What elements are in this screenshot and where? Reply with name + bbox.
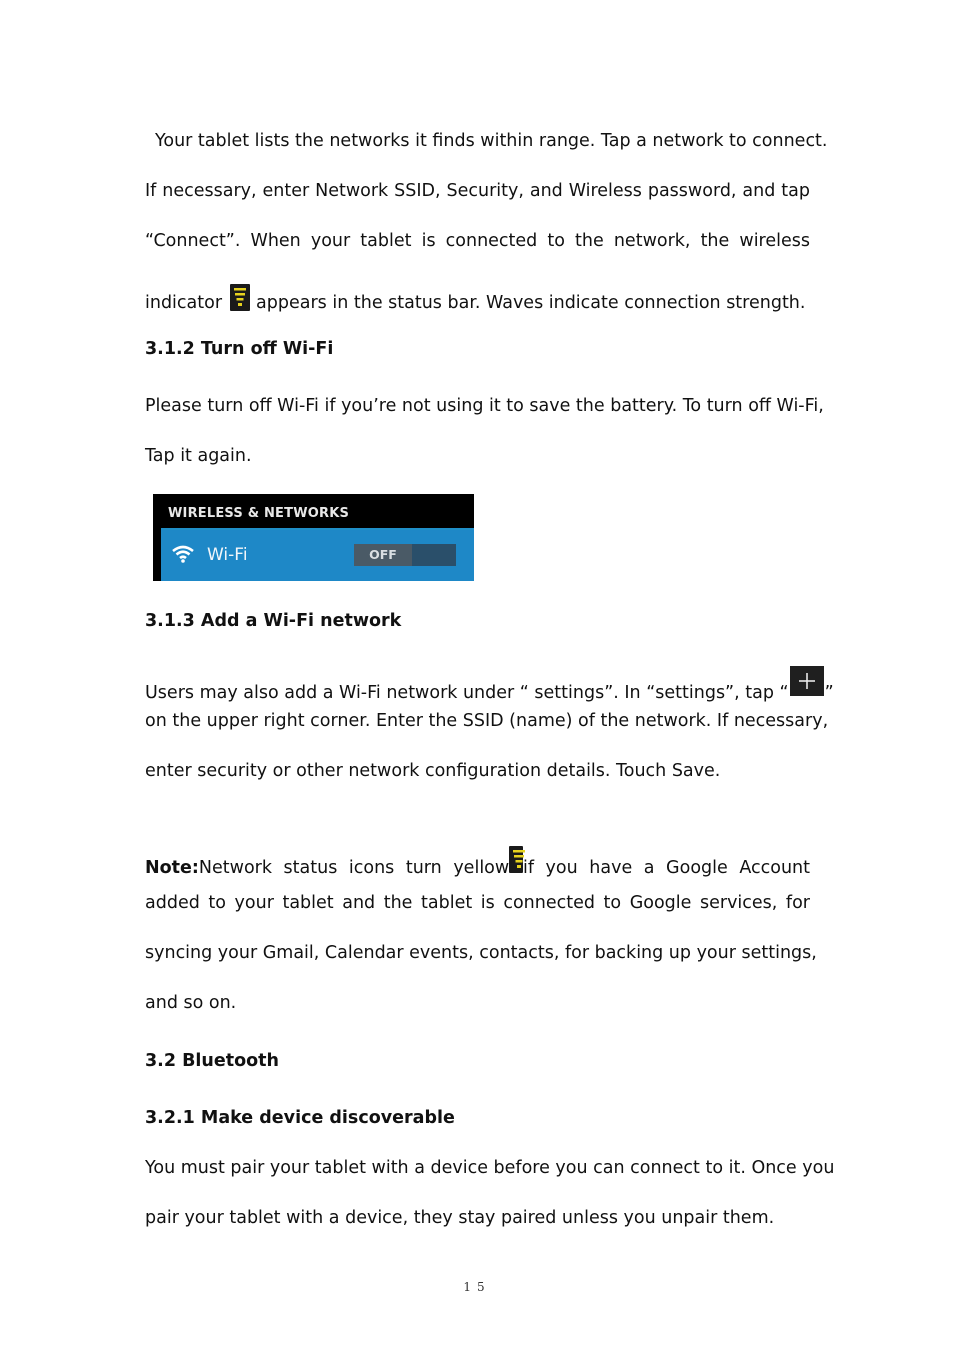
plus-icon bbox=[790, 666, 824, 696]
heading-3-2: 3.2 Bluetooth bbox=[145, 1051, 279, 1071]
wifi-label: Wi-Fi bbox=[207, 545, 248, 565]
wifi-signal-yellow-icon bbox=[509, 846, 523, 873]
heading-3-1-3: 3.1.3 Add a Wi-Fi network bbox=[145, 611, 402, 631]
para3-line1-after: ” bbox=[824, 683, 834, 703]
wifi-setting-row[interactable] bbox=[161, 530, 474, 581]
wireless-networks-header: WIRELESS & NETWORKS bbox=[168, 506, 350, 521]
para4-line2: pair your tablet with a device, they stay paired unless you unpair them. bbox=[145, 1208, 775, 1228]
note-line4: and so on. bbox=[145, 993, 237, 1013]
para3-line3: enter security or other network configuration details. Touch Save. bbox=[145, 761, 721, 781]
wifi-signal-icon bbox=[230, 284, 250, 311]
wifi-toggle[interactable] bbox=[354, 544, 456, 566]
page-number: 15 bbox=[463, 1280, 491, 1294]
para3-line2: on the upper right corner. Enter the SSID (name) of the network. If necessary, bbox=[145, 711, 829, 731]
note-line2: added to your tablet and the tablet is connected to Google services, for bbox=[145, 893, 810, 913]
para3-line1 bbox=[145, 666, 834, 703]
para2-line1: Please turn off Wi-Fi if you’re not using it to save the battery. To turn off Wi-Fi, bbox=[145, 396, 824, 416]
para1-line1: Your tablet lists the networks it finds within range. Tap a network to connect. bbox=[155, 131, 828, 151]
para1-line4-after: appears in the status bar. Waves indicate connection strength. bbox=[256, 293, 806, 313]
para1-line4 bbox=[145, 284, 810, 313]
heading-3-2-1: 3.2.1 Make device discoverable bbox=[145, 1108, 455, 1128]
para1-line4-before: indicator bbox=[145, 293, 223, 313]
para2-line2: Tap it again. bbox=[145, 446, 252, 466]
note-line1-before: Network status icons turn yellow bbox=[198, 858, 510, 878]
note-line1 bbox=[145, 846, 810, 878]
heading-3-1-2: 3.1.2 Turn off Wi-Fi bbox=[145, 339, 334, 359]
note-label: Note: bbox=[145, 858, 199, 878]
wifi-toggle-off: OFF bbox=[354, 544, 412, 566]
note-line3: syncing your Gmail, Calendar events, contacts, for backing up your settings, bbox=[145, 943, 817, 963]
para3-line1-before: Users may also add a Wi-Fi network under “ settings”. In “settings”, tap “ bbox=[145, 683, 789, 703]
para1-line3: “Connect”. When your tablet is connected to the network, the wireless bbox=[145, 231, 810, 251]
wifi-icon bbox=[171, 544, 195, 568]
para4-line1: You must pair your tablet with a device before you can connect to it. Once you bbox=[145, 1158, 835, 1178]
para1-line2: If necessary, enter Network SSID, Security, and Wireless password, and tap bbox=[145, 181, 810, 201]
note-line1-after: if you have a Google Account bbox=[522, 858, 810, 878]
wifi-settings-screenshot bbox=[153, 494, 474, 581]
